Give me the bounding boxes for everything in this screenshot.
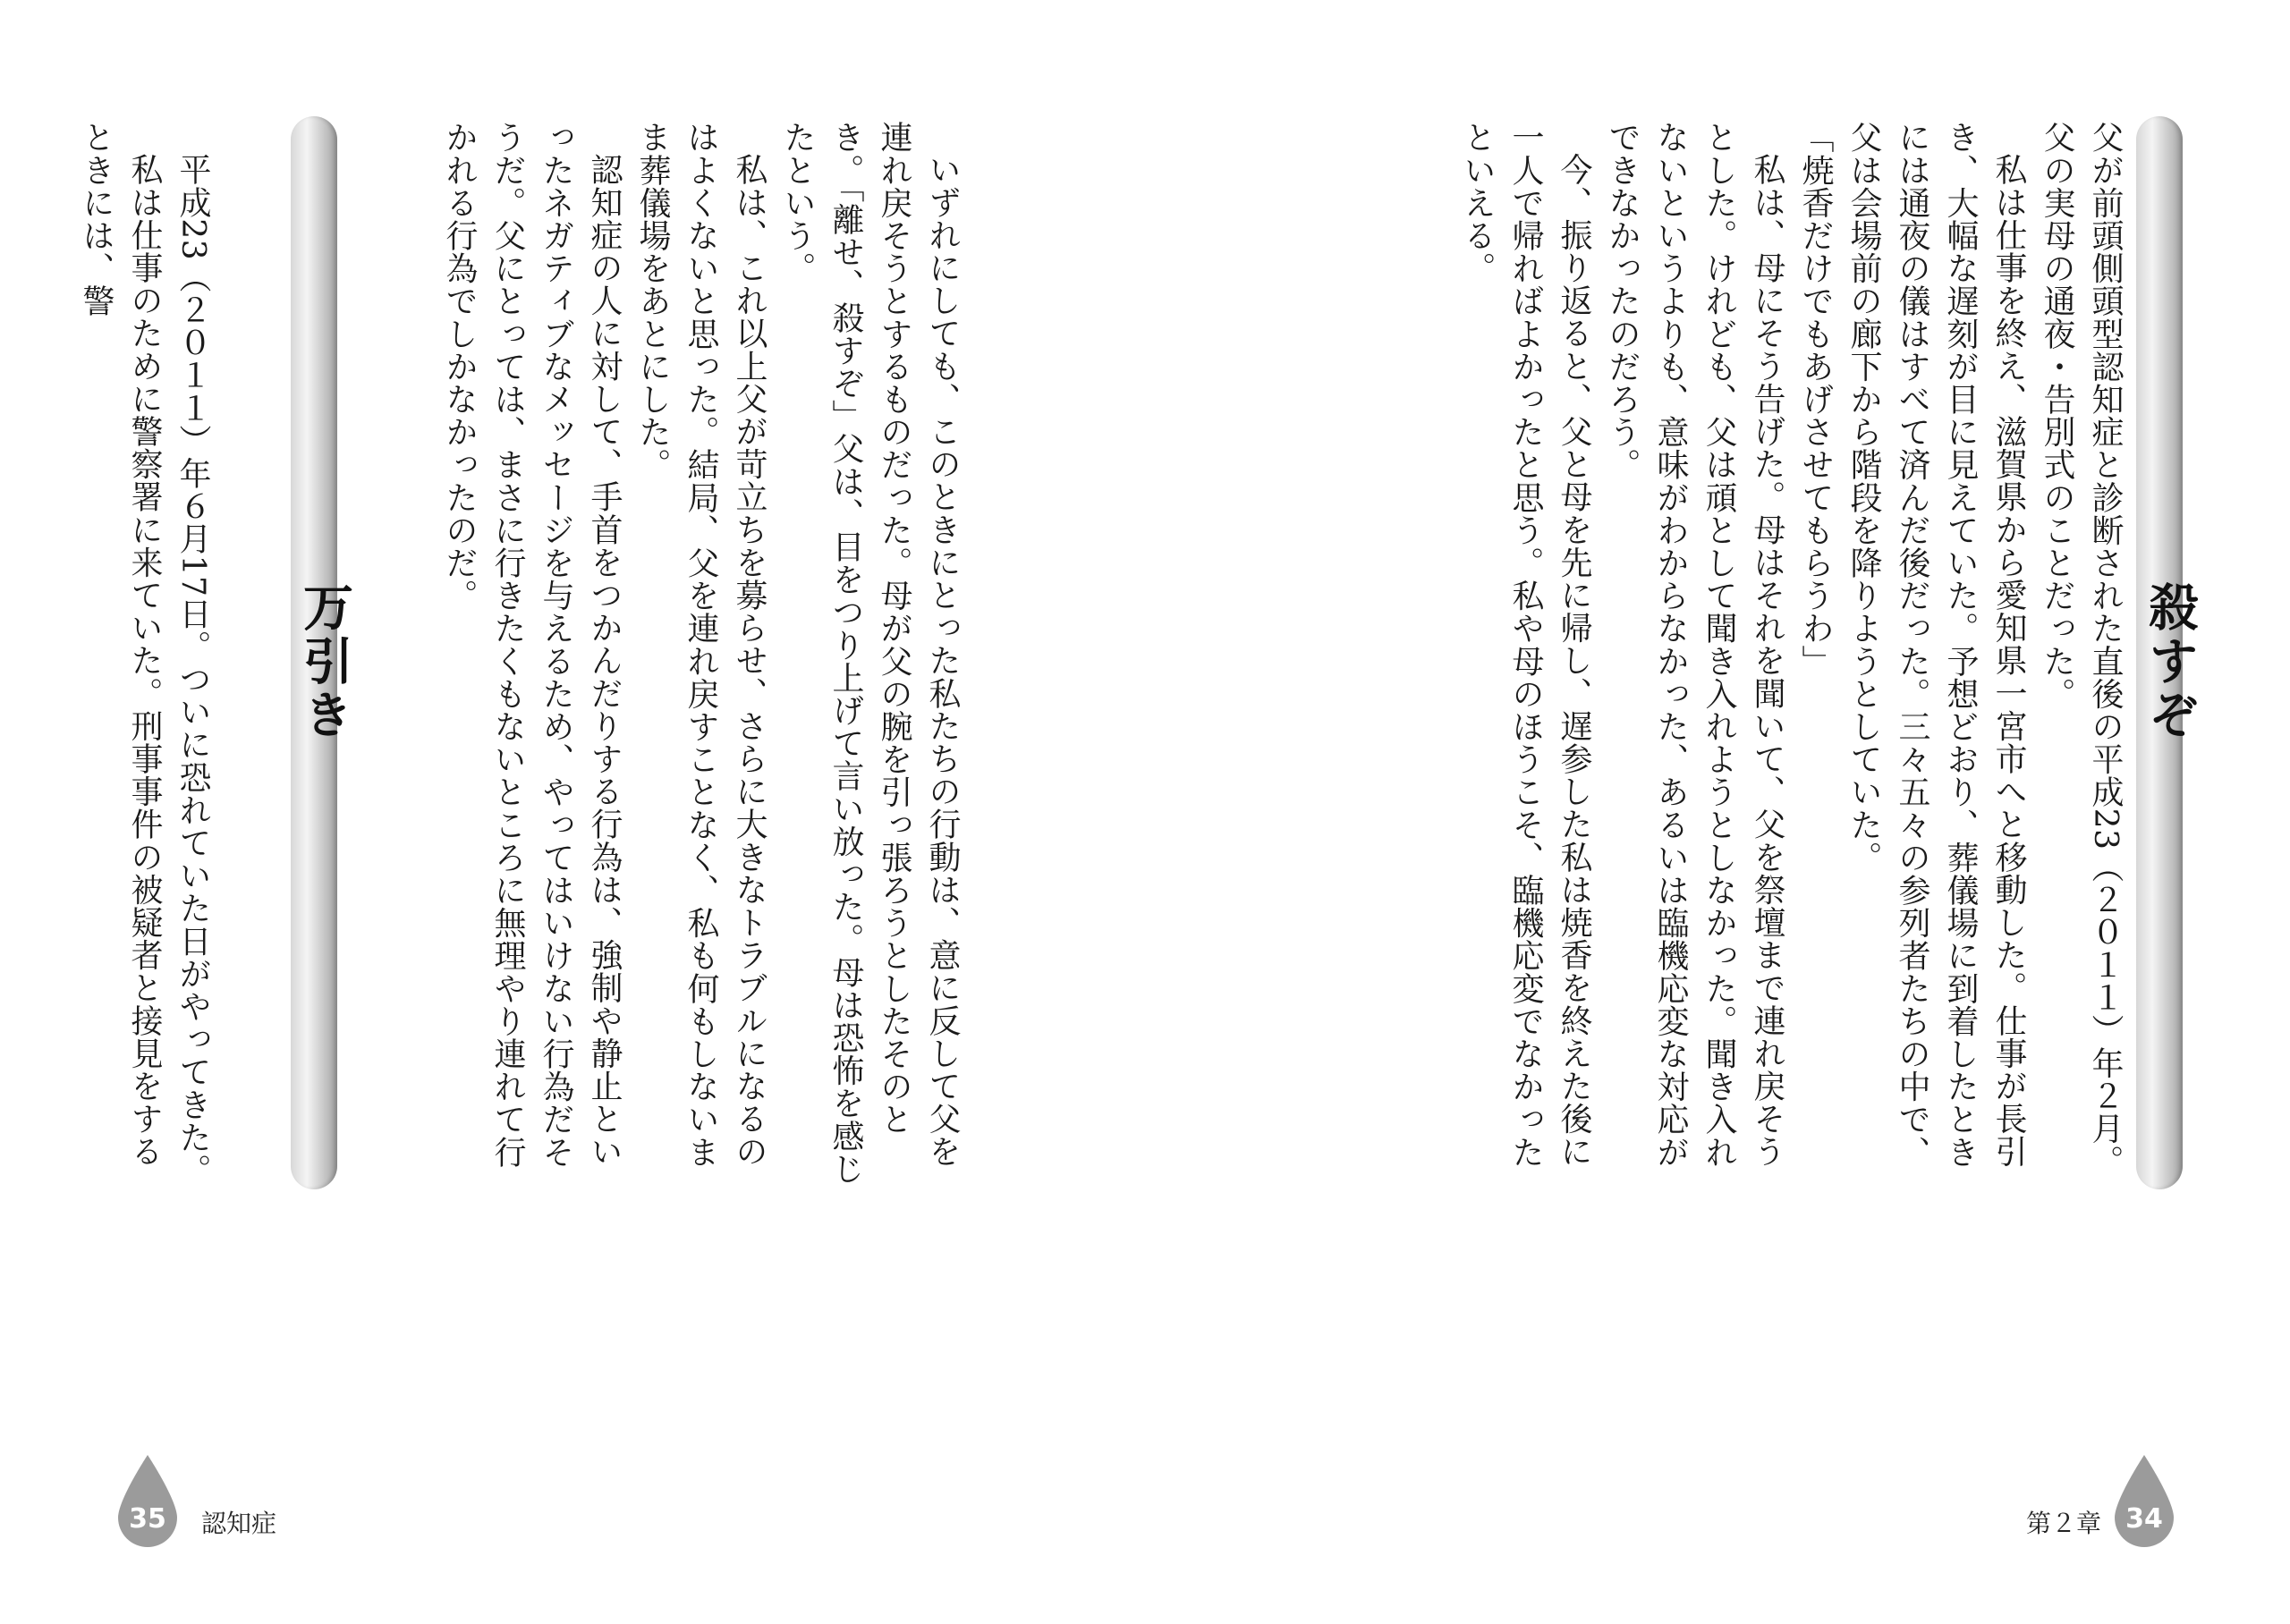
page-number-drop — [114, 1453, 181, 1552]
paragraph: 私は、これ以上父が苛立ちを募らせ、さらに大きなトラブルになるのはよくないと思った。結局、父を連れ戻すことなく、私も何もしないまま葬儀場をあとにした。 — [634, 121, 768, 1169]
right-page — [1145, 0, 2290, 1624]
paragraph: 「焼香だけでもあげさせてもらうわ」 — [1797, 121, 1834, 678]
page-number-drop — [2111, 1453, 2177, 1552]
page-number: 34 — [2125, 1503, 2163, 1535]
body-text-lower — [78, 121, 216, 1194]
paragraph: 私は、母にそう告げた。母はそれを聞いて、父を祭壇まで連れ戻そうとした。けれども、父は頑として聞き入れようとしなかった。聞き入れないというよりも、意味がわからなかった、あるいは臨機応変な対応ができなかったのだろう。 — [1604, 121, 1785, 1169]
body-text — [1459, 121, 2129, 1194]
paragraph: 私は仕事を終え、滋賀県から愛知県一宮市へと移動した。仕事が長引き、大幅な遅刻が目に見えていた。予想どおり、葬儀場に到着したときには通夜の儀はすべて済んだ後だった。三々五々の参列者たちの中で、父は会場前の廊下から階段を降りようとしていた。 — [1845, 121, 2027, 1169]
drop-icon — [114, 1453, 181, 1552]
paragraph: 認知症の人に対して、手首をつかんだりする行為は、強制や静止といったネガティブなメッセージを与えるため、やってはいけない行為だそうだ。父にとっては、まさに行きたくもないところに無理やり連れて行かれる行為でしかなかったのだ。 — [441, 121, 623, 1169]
paragraph: 平成23（２０１１）年６月17日。ついに恐れていた日がやってきた。 — [174, 153, 211, 1187]
page-number: 35 — [129, 1503, 166, 1535]
paragraph: いずれにしても、このときにとった私たちの行動は、意に反して父を連れ戻そうとするものだった。母が父の腕を引っ張ろうとしたそのとき。「離せ、殺すぞ」父は、目をつり上げて言い放った。母は恐怖を感じたという。 — [779, 121, 961, 1185]
section-title: 万引き — [295, 581, 353, 742]
section-title: 殺すぞ — [2141, 581, 2199, 742]
body-text-upper — [441, 121, 966, 1194]
paragraph: 父が前頭側頭型認知症と診断された直後の平成23（２０１１）年２月。父の実母の通夜・告別式のことだった。 — [2039, 121, 2124, 1178]
chapter-label: 第２章 — [2026, 1509, 2102, 1538]
paragraph: 今、振り返ると、父と母を先に帰し、遅参した私は焼香を終えた後に一人で帰ればよかったと思う。私や母のほうこそ、臨機応変でなかったといえる。 — [1459, 121, 1592, 1169]
paragraph: 私は仕事のために警察署に来ていた。刑事事件の被疑者と接見をするときには、警 — [78, 121, 163, 1168]
drop-icon — [2111, 1453, 2177, 1552]
chapter-label: 認知症 — [201, 1509, 277, 1538]
